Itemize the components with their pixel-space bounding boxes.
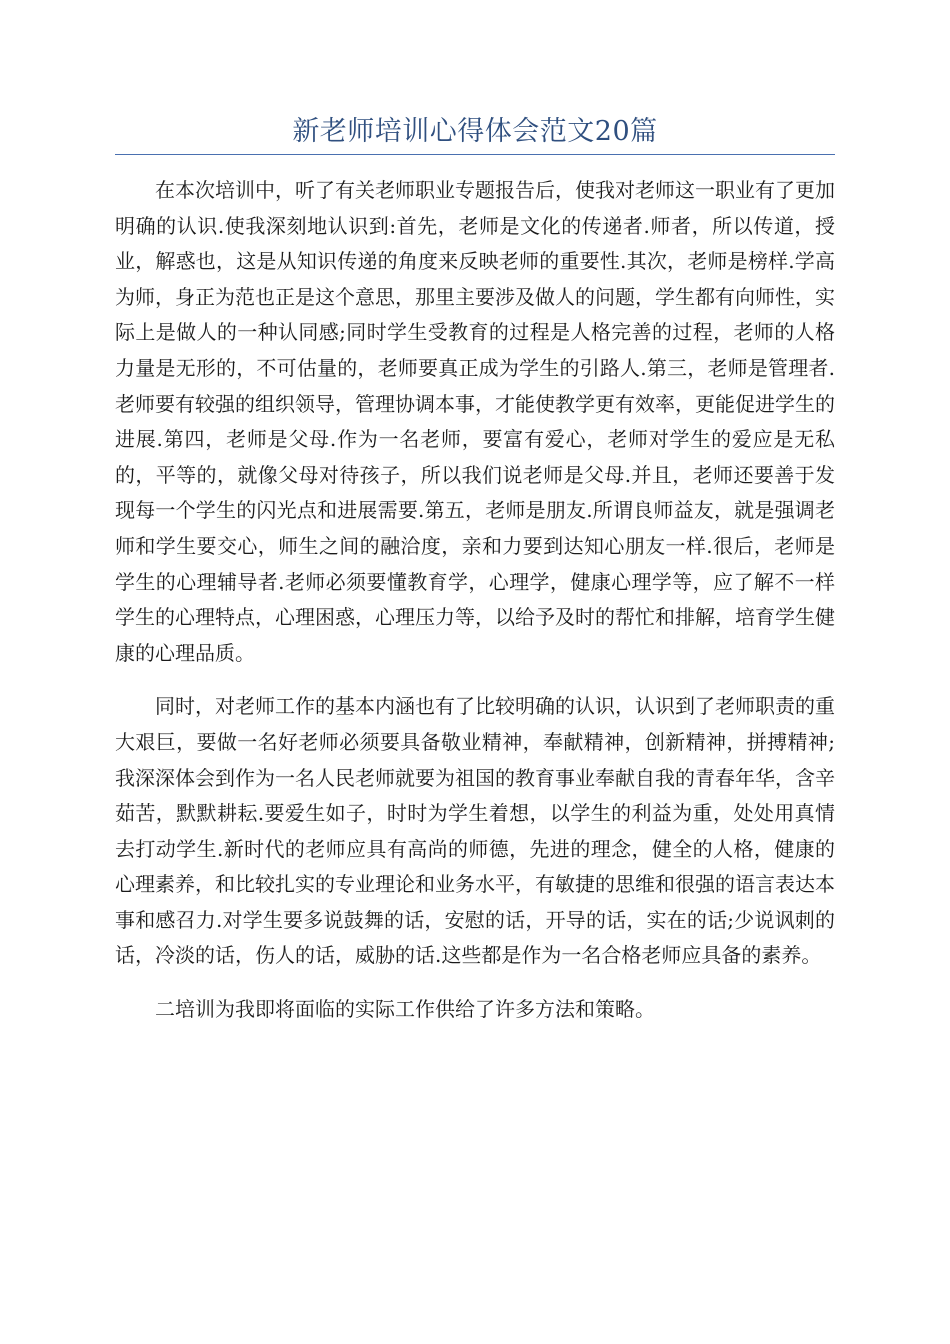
paragraph-2: 同时，对老师工作的基本内涵也有了比较明确的认识，认识到了老师职责的重大艰巨，要做一名好老师必须要具备敬业精神，奉献精神，创新精神，拼搏精神;我深深体会到作为一名人民老师就要为祖国的教育事业奉献自我的青春年华，含辛茹苦，默默耕耘.要爱生如子，时时为学生着想，以学生的利益为重，处处用真情去打动学生.新时代的老师应具有高尚的师德，先进的理念，健全的人格，健康的心理素养，和比较扎实的专业理论和业务水平，有敏捷的思维和很强的语言表达本事和感召力.对学生要多说鼓舞的话，安慰的话，开导的话，实在的话;少说讽刺的话，冷淡的话，伤人的话，威胁的话.这些都是作为一名合格老师应具备的素养。 — [115, 694, 835, 968]
document-body — [115, 173, 835, 1046]
paragraph-3: 二培训为我即将面临的实际工作供给了许多方法和策略。 — [155, 997, 655, 1022]
document-title: 新老师培训心得体会范文20篇 — [292, 116, 658, 147]
paragraph-1: 在本次培训中，听了有关老师职业专题报告后，使我对老师这一职业有了更加明确的认识.使我深刻地认识到:首先，老师是文化的传递者.师者，所以传道，授业，解惑也，这是从知识传递的角度来反映老师的重要性.其次，老师是榜样.学高为师，身正为范也正是这个意思，那里主要涉及做人的问题，学生都有向师性，实际上是做人的一种认同感;同时学生受教育的过程是人格完善的过程，老师的人格力量是无形的，不可估量的，老师要真正成为学生的引路人.第三，老师是管理者.老师要有较强的组织领导，管理协调本事，才能使教学更有效率，更能促进学生的进展.第四，老师是父母.作为一名老师，要富有爱心，老师对学生的爱应是无私的，平等的，就像父母对待孩子，所以我们说老师是父母.并且，老师还要善于发现每一个学生的闪光点和进展需要.第五，老师是朋友.所谓良师益友，就是强调老师和学生要交心，师生之间的融洽度，亲和力要到达知心朋友一样.很后，老师是学生的心理辅导者.老师必须要懂教育学，心理学，健康心理学等，应了解不一样学生的心理特点，心理困惑，心理压力等，以给予及时的帮忙和排解，培育学生健康的心理品质。 — [115, 178, 835, 665]
title-underline — [115, 154, 835, 155]
